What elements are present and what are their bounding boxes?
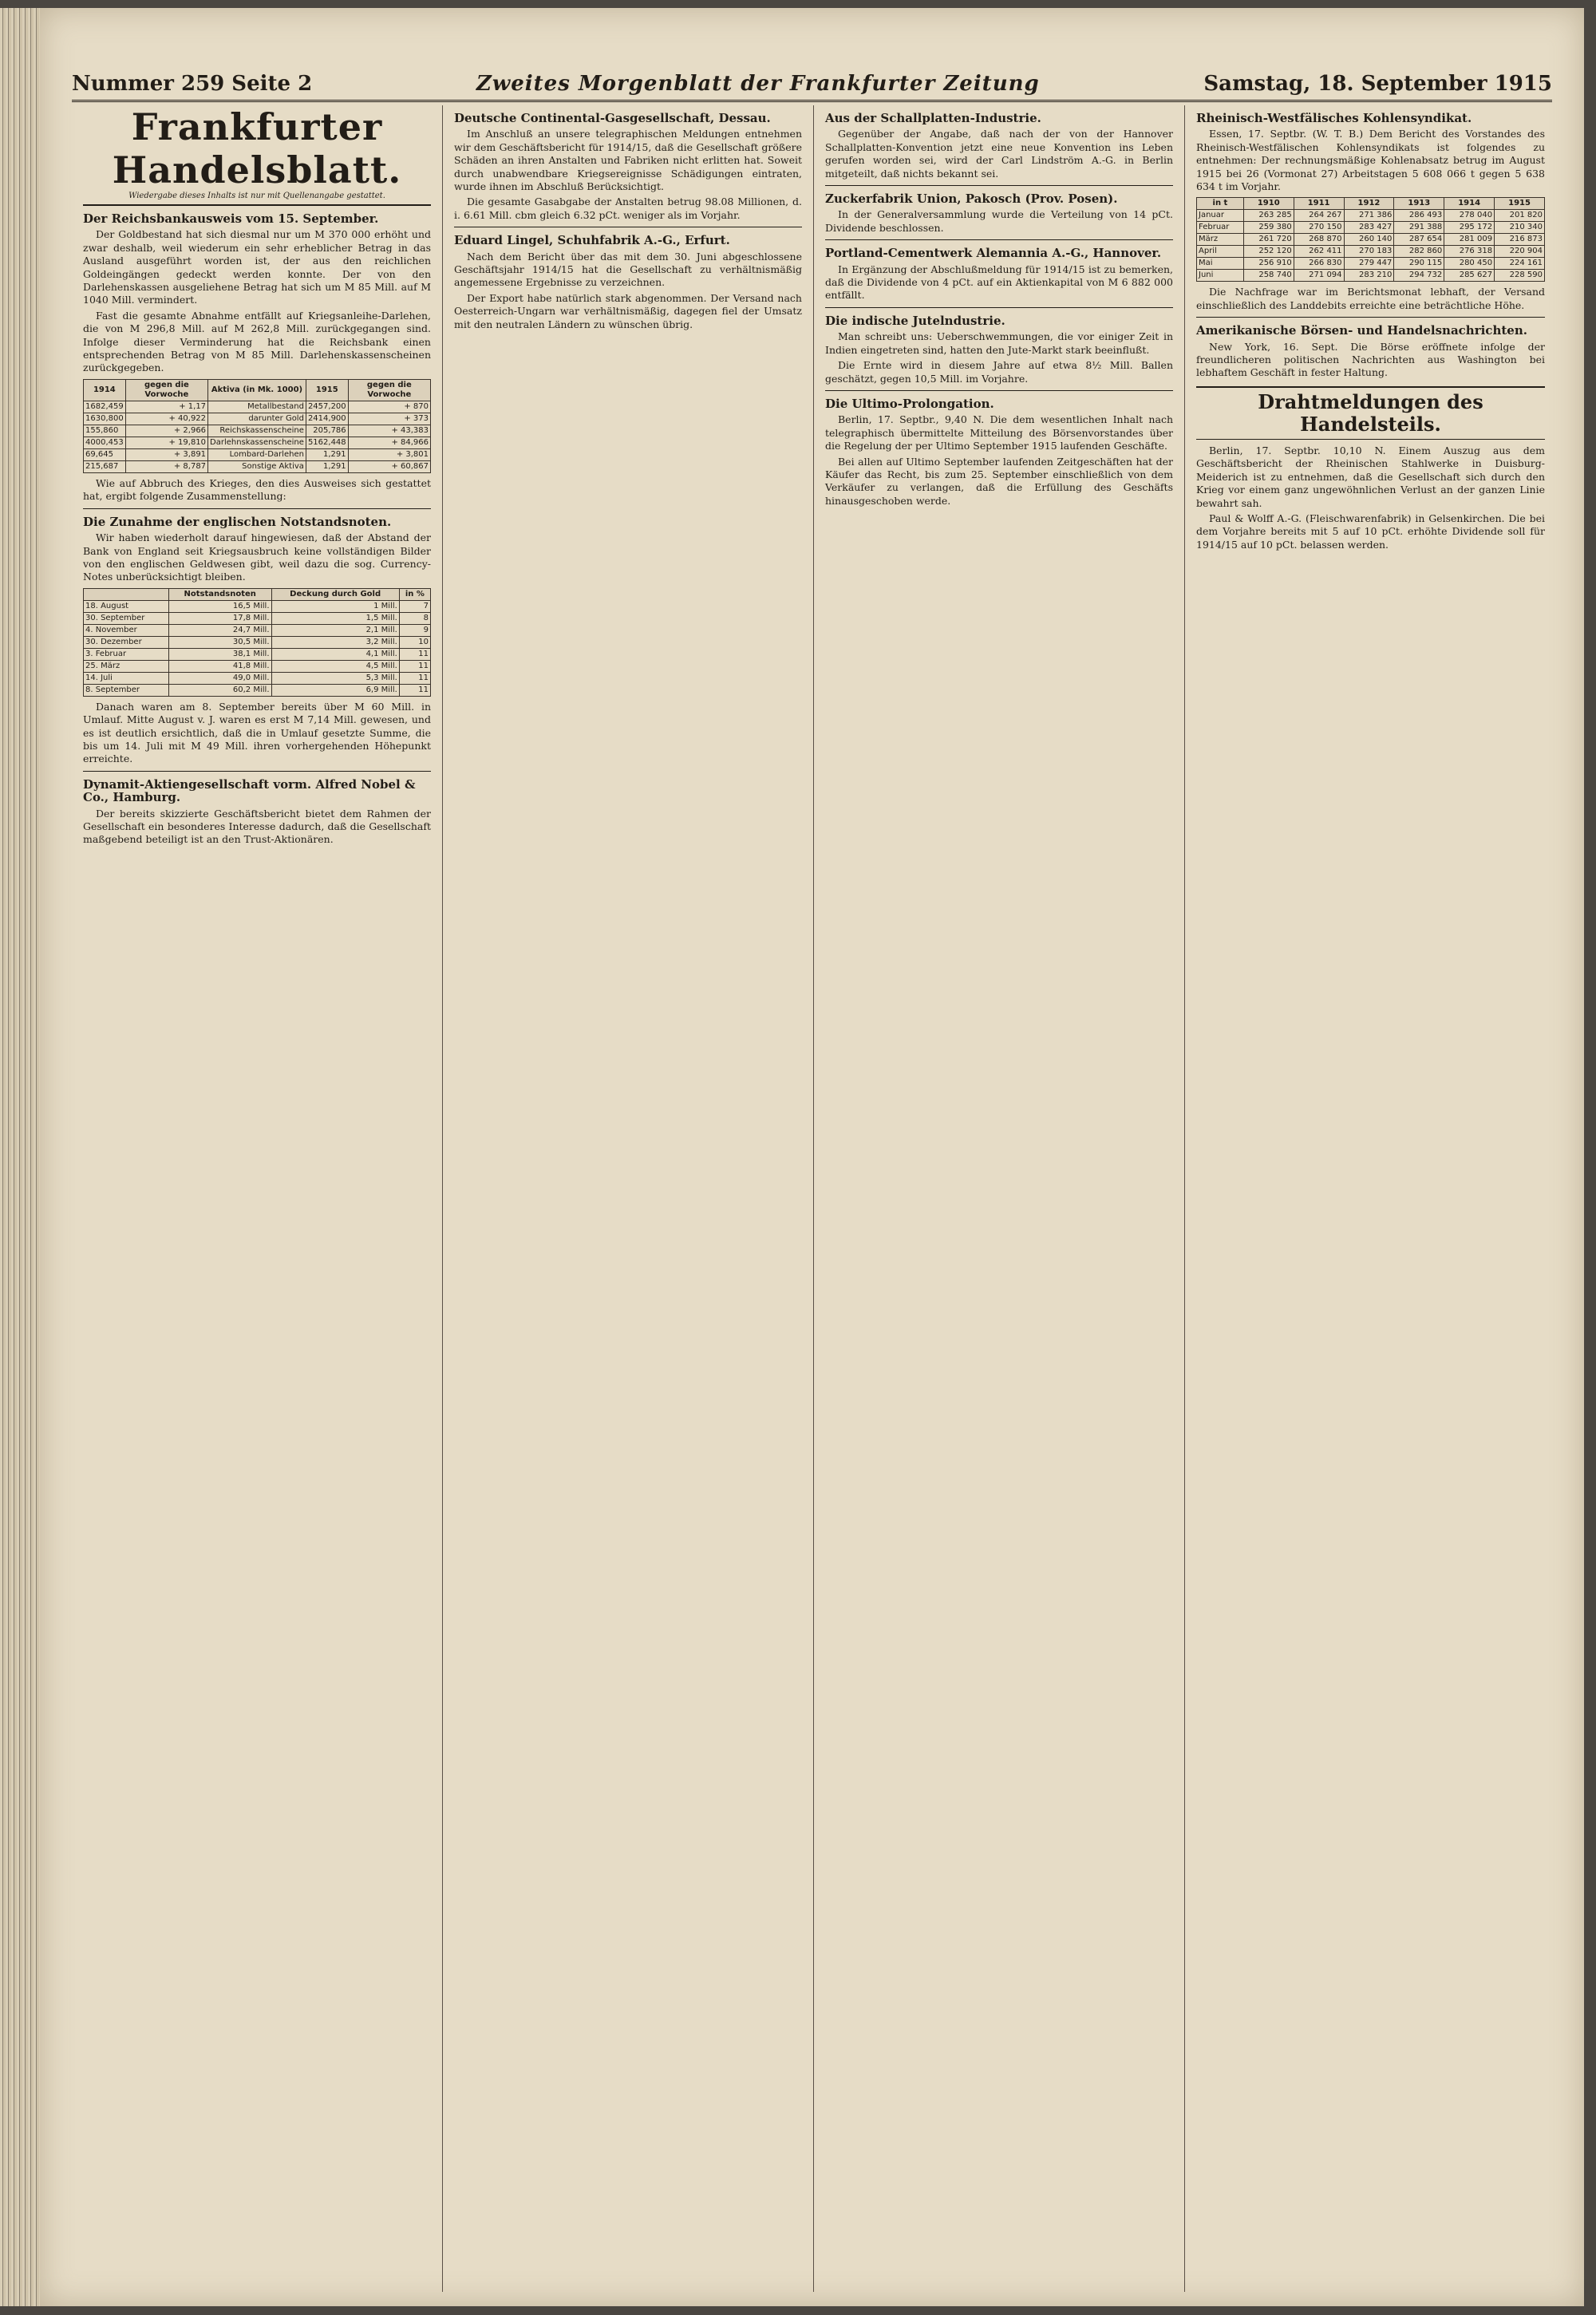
table-cell: 260 140 xyxy=(1344,234,1394,246)
table-row xyxy=(1197,210,1545,222)
article-paragraph: Die Nachfrage war im Berichtsmonat lebhaft, der Versand einschließlich des Landdebits erreichte eine beträchtliche Höhe. xyxy=(1196,286,1545,311)
table-cell: 1630,800 xyxy=(84,413,126,425)
table-cell: 69,645 xyxy=(84,448,126,460)
table-row xyxy=(1197,246,1545,258)
table-header-row xyxy=(84,588,431,600)
table-cell: 7 xyxy=(399,600,430,612)
table-cell: 30,5 Mill. xyxy=(168,636,271,648)
article-paragraph: Man schreibt uns: Ueberschwemmungen, die vor einiger Zeit in Indien eingetreten sind, hatten den Jute-Markt stark beeinflußt. xyxy=(825,330,1173,356)
table-cell: 6,9 Mill. xyxy=(271,684,399,696)
table-header xyxy=(84,588,169,600)
table-cell: 9 xyxy=(399,624,430,636)
table-cell: 261 720 xyxy=(1243,234,1294,246)
column-2 xyxy=(443,105,814,2292)
table-row xyxy=(84,413,431,425)
table-cell: Metallbestand xyxy=(208,401,306,413)
table-cell: 18. August xyxy=(84,600,169,612)
table-cell: 258 740 xyxy=(1243,270,1294,282)
table-cell: 270 150 xyxy=(1294,222,1344,234)
article-title: Zuckerfabrik Union, Pakosch (Prov. Posen). xyxy=(825,192,1118,207)
table-cell: 282 860 xyxy=(1394,246,1444,258)
masthead-date: Samstag, 18. September 1915 xyxy=(1203,72,1552,96)
table-cell: + 3,801 xyxy=(348,448,430,460)
table-cell: 285 627 xyxy=(1444,270,1495,282)
table-cell: 224 161 xyxy=(1495,258,1545,270)
article-paragraph: Im Anschluß an unsere telegraphischen Meldungen entnehmen wir dem Geschäftsbericht für 1914/15, daß die Gesellschaft größere Schäden an ihren Anstalten und Fabriken nicht erlitten hat. Soweit durch unabwendbare Kriegsereignisse Schädigungen eintraten, wurde ihnen im Abschluß Berücksichtigt. xyxy=(454,128,802,193)
table-cell: + 373 xyxy=(348,413,430,425)
column-3 xyxy=(814,105,1185,2292)
article-paragraph: In Ergänzung der Abschlußmeldung für 1914/15 ist zu bemerken, daß die Dividende von 4 pCt. auf ein Aktienkapital von M 6 882 000 entfällt. xyxy=(825,263,1173,302)
table-header: 1911 xyxy=(1294,198,1344,210)
table-cell: 38,1 Mill. xyxy=(168,648,271,660)
article-paragraph: Wie auf Abbruch des Krieges, den dies Ausweises sich gestattet hat, ergibt folgende Zusammenstellung: xyxy=(83,476,431,503)
table-header: 1915 xyxy=(306,379,348,401)
table-cell: 2457,200 xyxy=(306,401,348,413)
table-cell: 1,291 xyxy=(306,460,348,472)
table-cell: Sonstige Aktiva xyxy=(208,460,306,472)
table-cell: 278 040 xyxy=(1444,210,1495,222)
table-cell: 215,687 xyxy=(84,460,126,472)
table-row xyxy=(84,448,431,460)
column-divider xyxy=(825,307,1173,308)
table-cell: + 870 xyxy=(348,401,430,413)
column-1 xyxy=(72,105,443,2292)
table-cell: 10 xyxy=(399,636,430,648)
table-row xyxy=(84,425,431,437)
table-cell: 30. September xyxy=(84,612,169,624)
table-cell: Lombard-Darlehen xyxy=(208,448,306,460)
table-cell: 220 904 xyxy=(1495,246,1545,258)
table-header: 1913 xyxy=(1394,198,1444,210)
table-cell: 1,291 xyxy=(306,448,348,460)
table-cell: 11 xyxy=(399,660,430,672)
table-row xyxy=(84,624,431,636)
table-cell: 4000,453 xyxy=(84,437,126,448)
table-cell: 286 493 xyxy=(1394,210,1444,222)
table-cell: April xyxy=(1197,246,1244,258)
table-cell: 252 120 xyxy=(1243,246,1294,258)
table-row xyxy=(84,636,431,648)
table-cell: 8 xyxy=(399,612,430,624)
table-cell: 17,8 Mill. xyxy=(168,612,271,624)
table-cell: 14. Juli xyxy=(84,672,169,684)
table-cell: + 43,383 xyxy=(348,425,430,437)
table-row xyxy=(84,401,431,413)
masthead-issue: Nummer 259 Seite 2 xyxy=(72,72,313,96)
article-title: Aus der Schallplatten-Industrie. xyxy=(825,111,1041,125)
table-cell: 268 870 xyxy=(1294,234,1344,246)
table-cell: 41,8 Mill. xyxy=(168,660,271,672)
table-cell: 216 873 xyxy=(1495,234,1545,246)
table-cell: + 3,891 xyxy=(125,448,207,460)
table-cell: 30. Dezember xyxy=(84,636,169,648)
table-cell: 295 172 xyxy=(1444,222,1495,234)
table-cell: + 1,17 xyxy=(125,401,207,413)
article-paragraph: Berlin, 17. Septbr., 9,40 N. Die dem wesentlichen Inhalt nach telegraphisch übermittelte Mitteilung des Börsenvorstandes über die Regelung der per Ultimo September 1915 laufenden Geschäfte. xyxy=(825,413,1173,452)
table-row xyxy=(84,600,431,612)
article-paragraph: Paul & Wolff A.-G. (Fleischwarenfabrik) in Gelsenkirchen. Die bei dem Vorjahre bereits mit 5 auf 10 pCt. erhöhte Dividende soll für 1914/15 auf 10 pCt. belassen werden. xyxy=(1196,512,1545,551)
article-paragraph: Bei allen auf Ultimo September laufenden Zeitgeschäften hat der Käufer das Recht, bis zum 25. September einschließlich von dem Verkäufer zu verlangen, daß die Erfüllung des Geschäfts hinausgeschoben werde. xyxy=(825,455,1173,507)
notstand-table xyxy=(83,588,431,697)
table-cell: Februar xyxy=(1197,222,1244,234)
table-cell: 4. November xyxy=(84,624,169,636)
table-cell: + 60,867 xyxy=(348,460,430,472)
table-cell: 201 820 xyxy=(1495,210,1545,222)
article-title: Die indische Jutelndustrie. xyxy=(825,313,1005,328)
newspaper-page xyxy=(40,8,1584,2306)
table-header: gegen die Vorwoche xyxy=(125,379,207,401)
table-header: 1915 xyxy=(1495,198,1545,210)
article-paragraph: In der Generalversammlung wurde die Verteilung von 14 pCt. Dividende beschlossen. xyxy=(825,208,1173,234)
table-cell: 276 318 xyxy=(1444,246,1495,258)
handelsblatt-note: Wiedergabe dieses Inhalts ist nur mit Quellenangabe gestattet. xyxy=(128,192,385,200)
table-cell: 1682,459 xyxy=(84,401,126,413)
table-cell: 8. September xyxy=(84,684,169,696)
column-divider xyxy=(83,508,431,509)
column-divider xyxy=(1196,317,1545,318)
table-cell: 11 xyxy=(399,684,430,696)
table-cell: + 8,787 xyxy=(125,460,207,472)
article-paragraph: Der Export habe natürlich stark abgenommen. Der Versand nach Oesterreich-Ungarn war verhältnismäßig, dagegen fiel der Umsatz mit den neutralen Ländern zu wünschen übrig. xyxy=(454,291,802,330)
table-cell: 262 411 xyxy=(1294,246,1344,258)
table-row xyxy=(84,648,431,660)
table-cell: 281 009 xyxy=(1444,234,1495,246)
page-binding-edge xyxy=(0,8,40,2306)
table-header: 1912 xyxy=(1344,198,1394,210)
table-cell: 228 590 xyxy=(1495,270,1545,282)
kohlen-table xyxy=(1196,197,1545,282)
table-header: Aktiva (in Mk. 1000) xyxy=(208,379,306,401)
masthead-title: Zweites Morgenblatt der Frankfurter Zeitung xyxy=(476,72,1040,96)
table-cell: 60,2 Mill. xyxy=(168,684,271,696)
table-header: in % xyxy=(399,588,430,600)
table-cell: Reichskassenscheine xyxy=(208,425,306,437)
article-paragraph: Der bereits skizzierte Geschäftsbericht bietet dem Rahmen der Gesellschaft ein besonderes Interesse dadurch, daß die Gesellschaft maßgebend beteiligt ist an den Trust-Aktionären. xyxy=(83,807,431,846)
article-title: Dynamit-Aktiengesellschaft vorm. Alfred Nobel & Co., Hamburg. xyxy=(83,776,416,805)
table-cell: Juni xyxy=(1197,270,1244,282)
table-header: 1914 xyxy=(1444,198,1495,210)
table-cell: 256 910 xyxy=(1243,258,1294,270)
table-cell: 283 210 xyxy=(1344,270,1394,282)
table-cell: 205,786 xyxy=(306,425,348,437)
table-cell: 49,0 Mill. xyxy=(168,672,271,684)
table-cell: 3. Februar xyxy=(84,648,169,660)
article-paragraph: Danach waren am 8. September bereits über M 60 Mill. in Umlauf. Mitte August v. J. waren es erst M 7,14 Mill. gewesen, und es ist deutlich ersichtlich, daß die in Umlauf gesetzte Summe, die bis um 14. Juli mit M 49 Mill. ihren vorhergehenden Höhepunkt erreichte. xyxy=(83,700,431,765)
table-header-row xyxy=(1197,198,1545,210)
column-divider xyxy=(825,390,1173,391)
table-cell: 2,1 Mill. xyxy=(271,624,399,636)
table-row xyxy=(1197,222,1545,234)
article-title: Amerikanische Börsen- und Handelsnachrichten. xyxy=(1196,323,1527,338)
article-title: Der Reichsbankausweis vom 15. September. xyxy=(83,211,379,226)
table-row xyxy=(1197,270,1545,282)
column-divider xyxy=(825,185,1173,186)
table-header: 1914 xyxy=(84,379,126,401)
table-cell: 24,7 Mill. xyxy=(168,624,271,636)
reichsbank-table xyxy=(83,379,431,473)
article-paragraph: Gegenüber der Angabe, daß nach der von der Hannover Schallplatten-Konvention jetzt eine neue Konvention ins Leben gerufen worden sei, wird der Carl Lindström A.-G. in Berlin mitgeteilt, daß nichts bekannt sei. xyxy=(825,128,1173,180)
table-cell: 25. März xyxy=(84,660,169,672)
article-title: Rheinisch-Westfälisches Kohlensyndikat. xyxy=(1196,111,1472,125)
table-cell: 210 340 xyxy=(1495,222,1545,234)
table-cell: Januar xyxy=(1197,210,1244,222)
table-cell: 155,860 xyxy=(84,425,126,437)
table-cell: 2414,900 xyxy=(306,413,348,425)
masthead xyxy=(72,68,1552,102)
table-cell: + 40,922 xyxy=(125,413,207,425)
article-paragraph: Nach dem Bericht über das mit dem 30. Juni abgeschlossene Geschäftsjahr 1914/15 hat die Gesellschaft zu verhältnismäßig angemessene Ergebnisse zu verzeichnen. xyxy=(454,250,802,289)
table-cell: 271 094 xyxy=(1294,270,1344,282)
table-cell: 5162,448 xyxy=(306,437,348,448)
table-header: in t xyxy=(1197,198,1244,210)
article-paragraph: Die gesamte Gasabgabe der Anstalten betrug 98.08 Millionen, d. i. 6.61 Mill. cbm gleich 6.32 pCt. weniger als im Vorjahr. xyxy=(454,196,802,221)
table-cell: 279 447 xyxy=(1344,258,1394,270)
column-4 xyxy=(1185,105,1556,2292)
table-cell: + 19,810 xyxy=(125,437,207,448)
table-cell: 270 183 xyxy=(1344,246,1394,258)
table-cell: 280 450 xyxy=(1444,258,1495,270)
handelsblatt-header xyxy=(83,105,431,206)
article-paragraph: Wir haben wiederholt darauf hingewiesen, daß der Abstand der Bank von England seit Kriegsausbruch keine vollständigen Bilder von den englischen Geldwesen gibt, weil dazu die sog. Currency-Notes unberücksichtigt bleiben. xyxy=(83,531,431,583)
table-header: Deckung durch Gold xyxy=(271,588,399,600)
article-title: Eduard Lingel, Schuhfabrik A.-G., Erfurt. xyxy=(454,233,730,248)
table-cell: März xyxy=(1197,234,1244,246)
table-cell: 294 732 xyxy=(1394,270,1444,282)
column-divider xyxy=(825,239,1173,240)
table-cell: 291 388 xyxy=(1394,222,1444,234)
table-header: 1910 xyxy=(1243,198,1294,210)
table-header-row xyxy=(84,379,431,401)
article-title: Die Zunahme der englischen Notstandsnoten. xyxy=(83,514,392,529)
table-cell: 3,2 Mill. xyxy=(271,636,399,648)
table-header: Notstandsnoten xyxy=(168,588,271,600)
table-row xyxy=(84,460,431,472)
table-cell: darunter Gold xyxy=(208,413,306,425)
article-paragraph: Fast die gesamte Abnahme entfällt auf Kriegsanleihe-Darlehen, die von M 296,8 Mill. auf M 262,8 Mill. zurückgegangen sind. Infolge dieser Verminderung hat die Reichsbank einen entsprechenden Betrag von M 85 Mill. Darlehenskassenscheinen zurückgegeben. xyxy=(83,309,431,374)
table-cell: 11 xyxy=(399,672,430,684)
table-row xyxy=(84,437,431,448)
table-cell: 1,5 Mill. xyxy=(271,612,399,624)
table-cell: 5,3 Mill. xyxy=(271,672,399,684)
article-title: Portland-Cementwerk Alemannia A.-G., Hannover. xyxy=(825,246,1162,261)
table-cell: 263 285 xyxy=(1243,210,1294,222)
table-cell: 1 Mill. xyxy=(271,600,399,612)
table-cell: 290 115 xyxy=(1394,258,1444,270)
table-cell: 264 267 xyxy=(1294,210,1344,222)
table-cell: 4,5 Mill. xyxy=(271,660,399,672)
table-cell: Darlehnskassenscheine xyxy=(208,437,306,448)
table-row xyxy=(84,660,431,672)
article-title: Die Ultimo-Prolongation. xyxy=(825,396,994,411)
table-row xyxy=(84,612,431,624)
table-cell: 16,5 Mill. xyxy=(168,600,271,612)
article-paragraph: Berlin, 17. Septbr. 10,10 N. Einem Auszug aus dem Geschäftsbericht der Rheinischen Stahlwerke in Duisburg-Meiderich ist zu entnehmen, daß die Gesellschaft sich durch den Krieg vor einem ganz ungewöhnlichen Verlust an der ganzen Linie bewahrt sah. xyxy=(1196,444,1545,509)
column-layout xyxy=(72,105,1556,2292)
table-cell: + 84,966 xyxy=(348,437,430,448)
table-row xyxy=(84,684,431,696)
table-cell: 11 xyxy=(399,648,430,660)
article-title: Deutsche Continental-Gasgesellschaft, Dessau. xyxy=(454,111,771,125)
table-cell: Mai xyxy=(1197,258,1244,270)
column-divider xyxy=(83,771,431,772)
handelsblatt-title: Frankfurter Handelsblatt. xyxy=(112,105,402,192)
table-row xyxy=(1197,234,1545,246)
table-cell: 4,1 Mill. xyxy=(271,648,399,660)
table-cell: + 2,966 xyxy=(125,425,207,437)
article-paragraph: Essen, 17. Septbr. (W. T. B.) Dem Bericht des Vorstandes des Rheinisch-Westfälischen Kohlensyndikats ist folgendes zu entnehmen: Der rechnungsmäßige Kohlenabsatz betrug im August 1915 bei 26 (Vormonat 27) Arbeitstagen 5 608 066 t gegen 5 638 634 t im Vorjahr. xyxy=(1196,128,1545,193)
table-header: gegen die Vorwoche xyxy=(348,379,430,401)
table-cell: 266 830 xyxy=(1294,258,1344,270)
article-paragraph: Die Ernte wird in diesem Jahre auf etwa 8½ Mill. Ballen geschätzt, gegen 10,5 Mill. im Vorjahre. xyxy=(825,359,1173,385)
table-row xyxy=(1197,258,1545,270)
table-cell: 271 386 xyxy=(1344,210,1394,222)
table-cell: 287 654 xyxy=(1394,234,1444,246)
table-cell: 259 380 xyxy=(1243,222,1294,234)
table-row xyxy=(84,672,431,684)
table-cell: 283 427 xyxy=(1344,222,1394,234)
article-paragraph: New York, 16. Sept. Die Börse eröffnete infolge der freundlicheren politischen Nachrichten aus Washington bei lebhaftem Geschäft in fester Haltung. xyxy=(1196,340,1545,379)
drahtmeldungen-title: Drahtmeldungen des Handelsteils. xyxy=(1196,386,1545,440)
article-paragraph: Der Goldbestand hat sich diesmal nur um M 370 000 erhöht und zwar deshalb, weil wiederum ein sehr erheblicher Betrag in das Ausland ausgeführt worden ist, der aus den reichlichen Goldeingängen gedeckt werden konnte. Der von den Darlehenskassen ausgeliehene Betrag hat sich um M 85 Mill. auf M 1040 Mill. vermindert. xyxy=(83,228,431,306)
